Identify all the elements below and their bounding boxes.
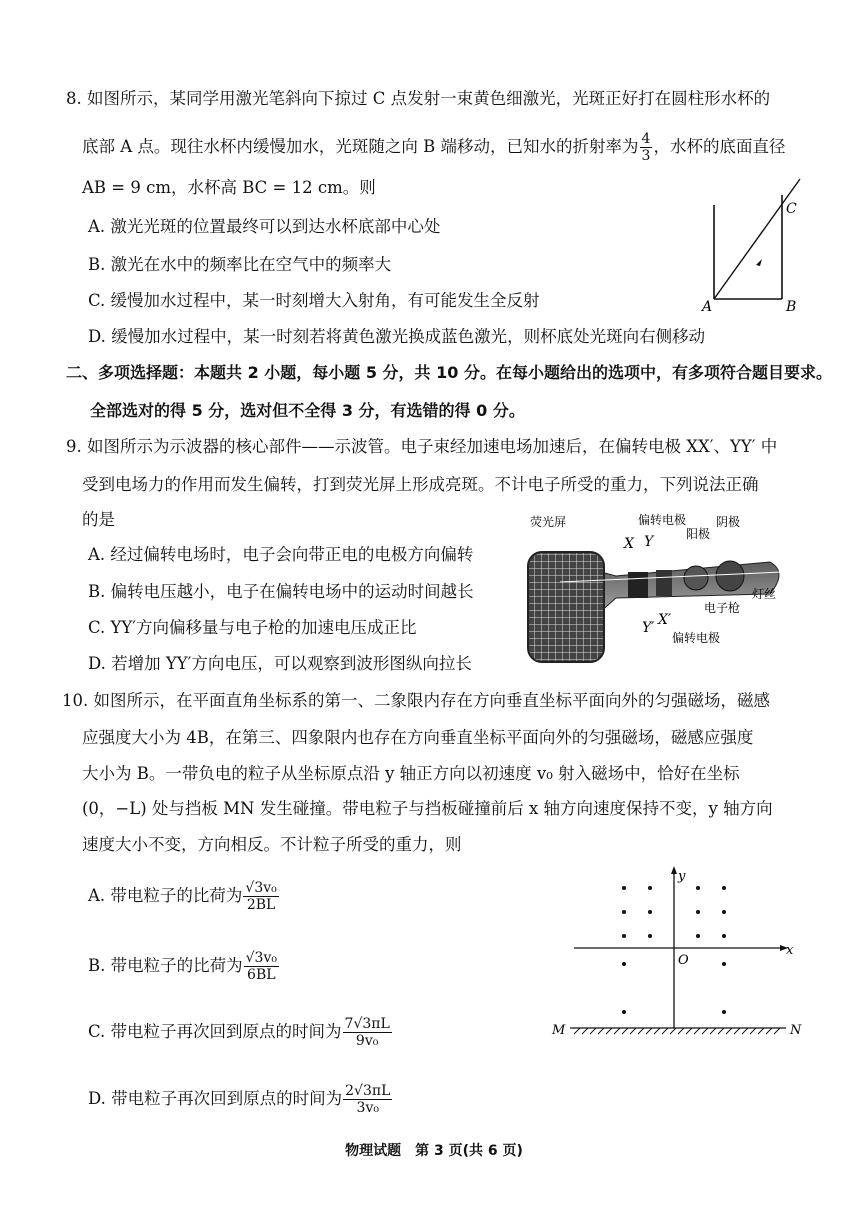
q9-stem-line3: 的是 (82, 510, 115, 529)
q8-stem-line2 (82, 131, 785, 164)
q9-stem-line1: 9. 如图所示为示波器的核心部件——示波管。电子束经加速电场加速后，在偏转电极 XX′、YY′ 中 (66, 437, 778, 456)
q8-stem-line1: 8. 如图所示，某同学用激光笔斜向下掠过 C 点发射一束黄色细激光，光斑正好打在圆柱形水杯的 (66, 89, 771, 108)
cathode-ray-tube-figure (520, 512, 820, 672)
q9-option-c: C. YY′方向偏移量与电子枪的加速电压成正比 (88, 618, 417, 637)
label-filament: 灯丝 (752, 587, 777, 601)
q10-option-b-num: √3v₀ (245, 950, 277, 966)
q10-option-a-text: A. 带电粒子的比荷为 (88, 886, 243, 905)
q10-option-a-den: 2BL (246, 897, 276, 913)
q10-option-a-num: √3v₀ (245, 880, 277, 896)
q10-stem-line5: 速度大小不变，方向相反。不计粒子所受的重力，则 (82, 835, 462, 854)
label-screen: 荧光屏 (530, 515, 567, 529)
label-x: X (624, 536, 634, 552)
section2-scoring: 全部选对的得 5 分，选对但不全得 3 分，有选错的得 0 分。 (90, 401, 525, 420)
q8-stem-line2-pre: 底部 A 点。现往水杯内缓慢加水，光斑随之向 B 端移动，已知水的折射率为 (82, 137, 639, 156)
q10-option-c-den: 9v₀ (355, 1033, 379, 1049)
label-anode: 阳极 (686, 527, 711, 541)
label-deflect-top: 偏转电极 (638, 513, 687, 527)
x-plates (656, 570, 672, 596)
q10-option-c-num: 7√3πL (344, 1016, 390, 1032)
q10-option-c-text: C. 带电粒子再次回到原点的时间为 (88, 1022, 342, 1041)
refractive-index-fraction (640, 131, 653, 164)
q10-option-b-den: 6BL (247, 967, 276, 983)
laser-beam (714, 179, 800, 299)
label-origin: O (678, 953, 689, 968)
label-m: M (552, 1023, 566, 1038)
deflection-plates (628, 572, 648, 598)
page-footer: 物理试题 第 3 页(共 6 页) (345, 1143, 523, 1159)
y-axis-arrow (671, 866, 677, 874)
q8-option-d: D. 缓慢加水过程中，某一时刻若将黄色激光换成蓝色激光，则杯底处光斑向右侧移动 (88, 327, 706, 346)
q10-option-b-text: B. 带电粒子的比荷为 (88, 956, 243, 975)
magnetic-field-figure (548, 864, 810, 1044)
label-x-axis: x (786, 943, 794, 958)
beam-arrow (756, 259, 762, 266)
refractive-index-denominator: 3 (641, 148, 651, 164)
q10-stem-line4: (0，−L) 处与挡板 MN 发生碰撞。带电粒子与挡板碰撞前后 x 轴方向速度保持不变，y 轴方向 (82, 799, 773, 818)
q8-option-a: A. 激光光斑的位置最终可以到达水杯底部中心处 (88, 217, 441, 236)
barrier-hatching (574, 1028, 780, 1034)
q9-option-b: B. 偏转电压越小，电子在偏转电场中的运动时间越长 (88, 582, 474, 601)
label-x-prime: X′ (658, 612, 672, 628)
label-cathode: 阴极 (716, 515, 741, 529)
q10-option-a (88, 880, 280, 913)
q8-stem-line2-post: ，水杯的底面直径 (653, 137, 786, 156)
label-y-prime: Y′ (642, 620, 655, 636)
q10-option-d-den: 3v₀ (356, 1100, 379, 1116)
label-deflect-bottom: 偏转电极 (672, 631, 721, 645)
q8-option-b: B. 激光在水中的频率比在空气中的频率大 (88, 255, 392, 274)
q10-option-d-num: 2√3πL (345, 1083, 391, 1099)
water-cup-figure (690, 175, 810, 315)
fluorescent-screen (528, 552, 604, 662)
label-y: Y (644, 534, 654, 550)
label-b: B (786, 299, 797, 315)
q10-stem-line2: 应强度大小为 4B，在第三、四象限内也存在方向垂直坐标平面向外的匀强磁场，磁感应强度 (82, 728, 754, 747)
label-n: N (790, 1023, 802, 1038)
q9-stem-line2: 受到电场力的作用而发生偏转，打到荧光屏上形成亮斑。不计电子所受的重力，下列说法正确 (82, 475, 759, 494)
cathode (716, 561, 744, 591)
q10-option-d-text: D. 带电粒子再次回到原点的时间为 (88, 1089, 343, 1108)
section2-heading: 二、多项选择题：本题共 2 小题，每小题 5 分，共 10 分。在每小题给出的选项中，有多项符合题目要求。 (66, 363, 832, 382)
q10-stem-line3: 大小为 B。一带负电的粒子从坐标原点沿 y 轴正方向以初速度 v₀ 射入磁场中，恰好在坐标 (82, 764, 740, 783)
q10-option-b (88, 950, 280, 983)
q10-option-d (88, 1083, 393, 1116)
label-gun: 电子枪 (704, 601, 741, 615)
q8-stem-line3: AB = 9 cm，水杯高 BC = 12 cm。则 (82, 178, 376, 197)
label-y-axis: y (678, 869, 686, 884)
label-c: C (786, 201, 797, 217)
q10-stem-line1: 10. 如图所示，在平面直角坐标系的第一、二象限内存在方向垂直坐标平面向外的匀强磁场，磁感 (62, 691, 770, 710)
anode (684, 566, 708, 590)
q10-option-c (88, 1016, 393, 1049)
label-a: A (702, 299, 713, 315)
q8-option-c: C. 缓慢加水过程中，某一时刻增大入射角，有可能发生全反射 (88, 291, 540, 310)
q9-option-a: A. 经过偏转电场时，电子会向带正电的电极方向偏转 (88, 545, 474, 564)
refractive-index-numerator: 4 (641, 131, 651, 147)
q9-option-d: D. 若增加 YY′方向电压，可以观察到波形图纵向拉长 (88, 654, 472, 673)
